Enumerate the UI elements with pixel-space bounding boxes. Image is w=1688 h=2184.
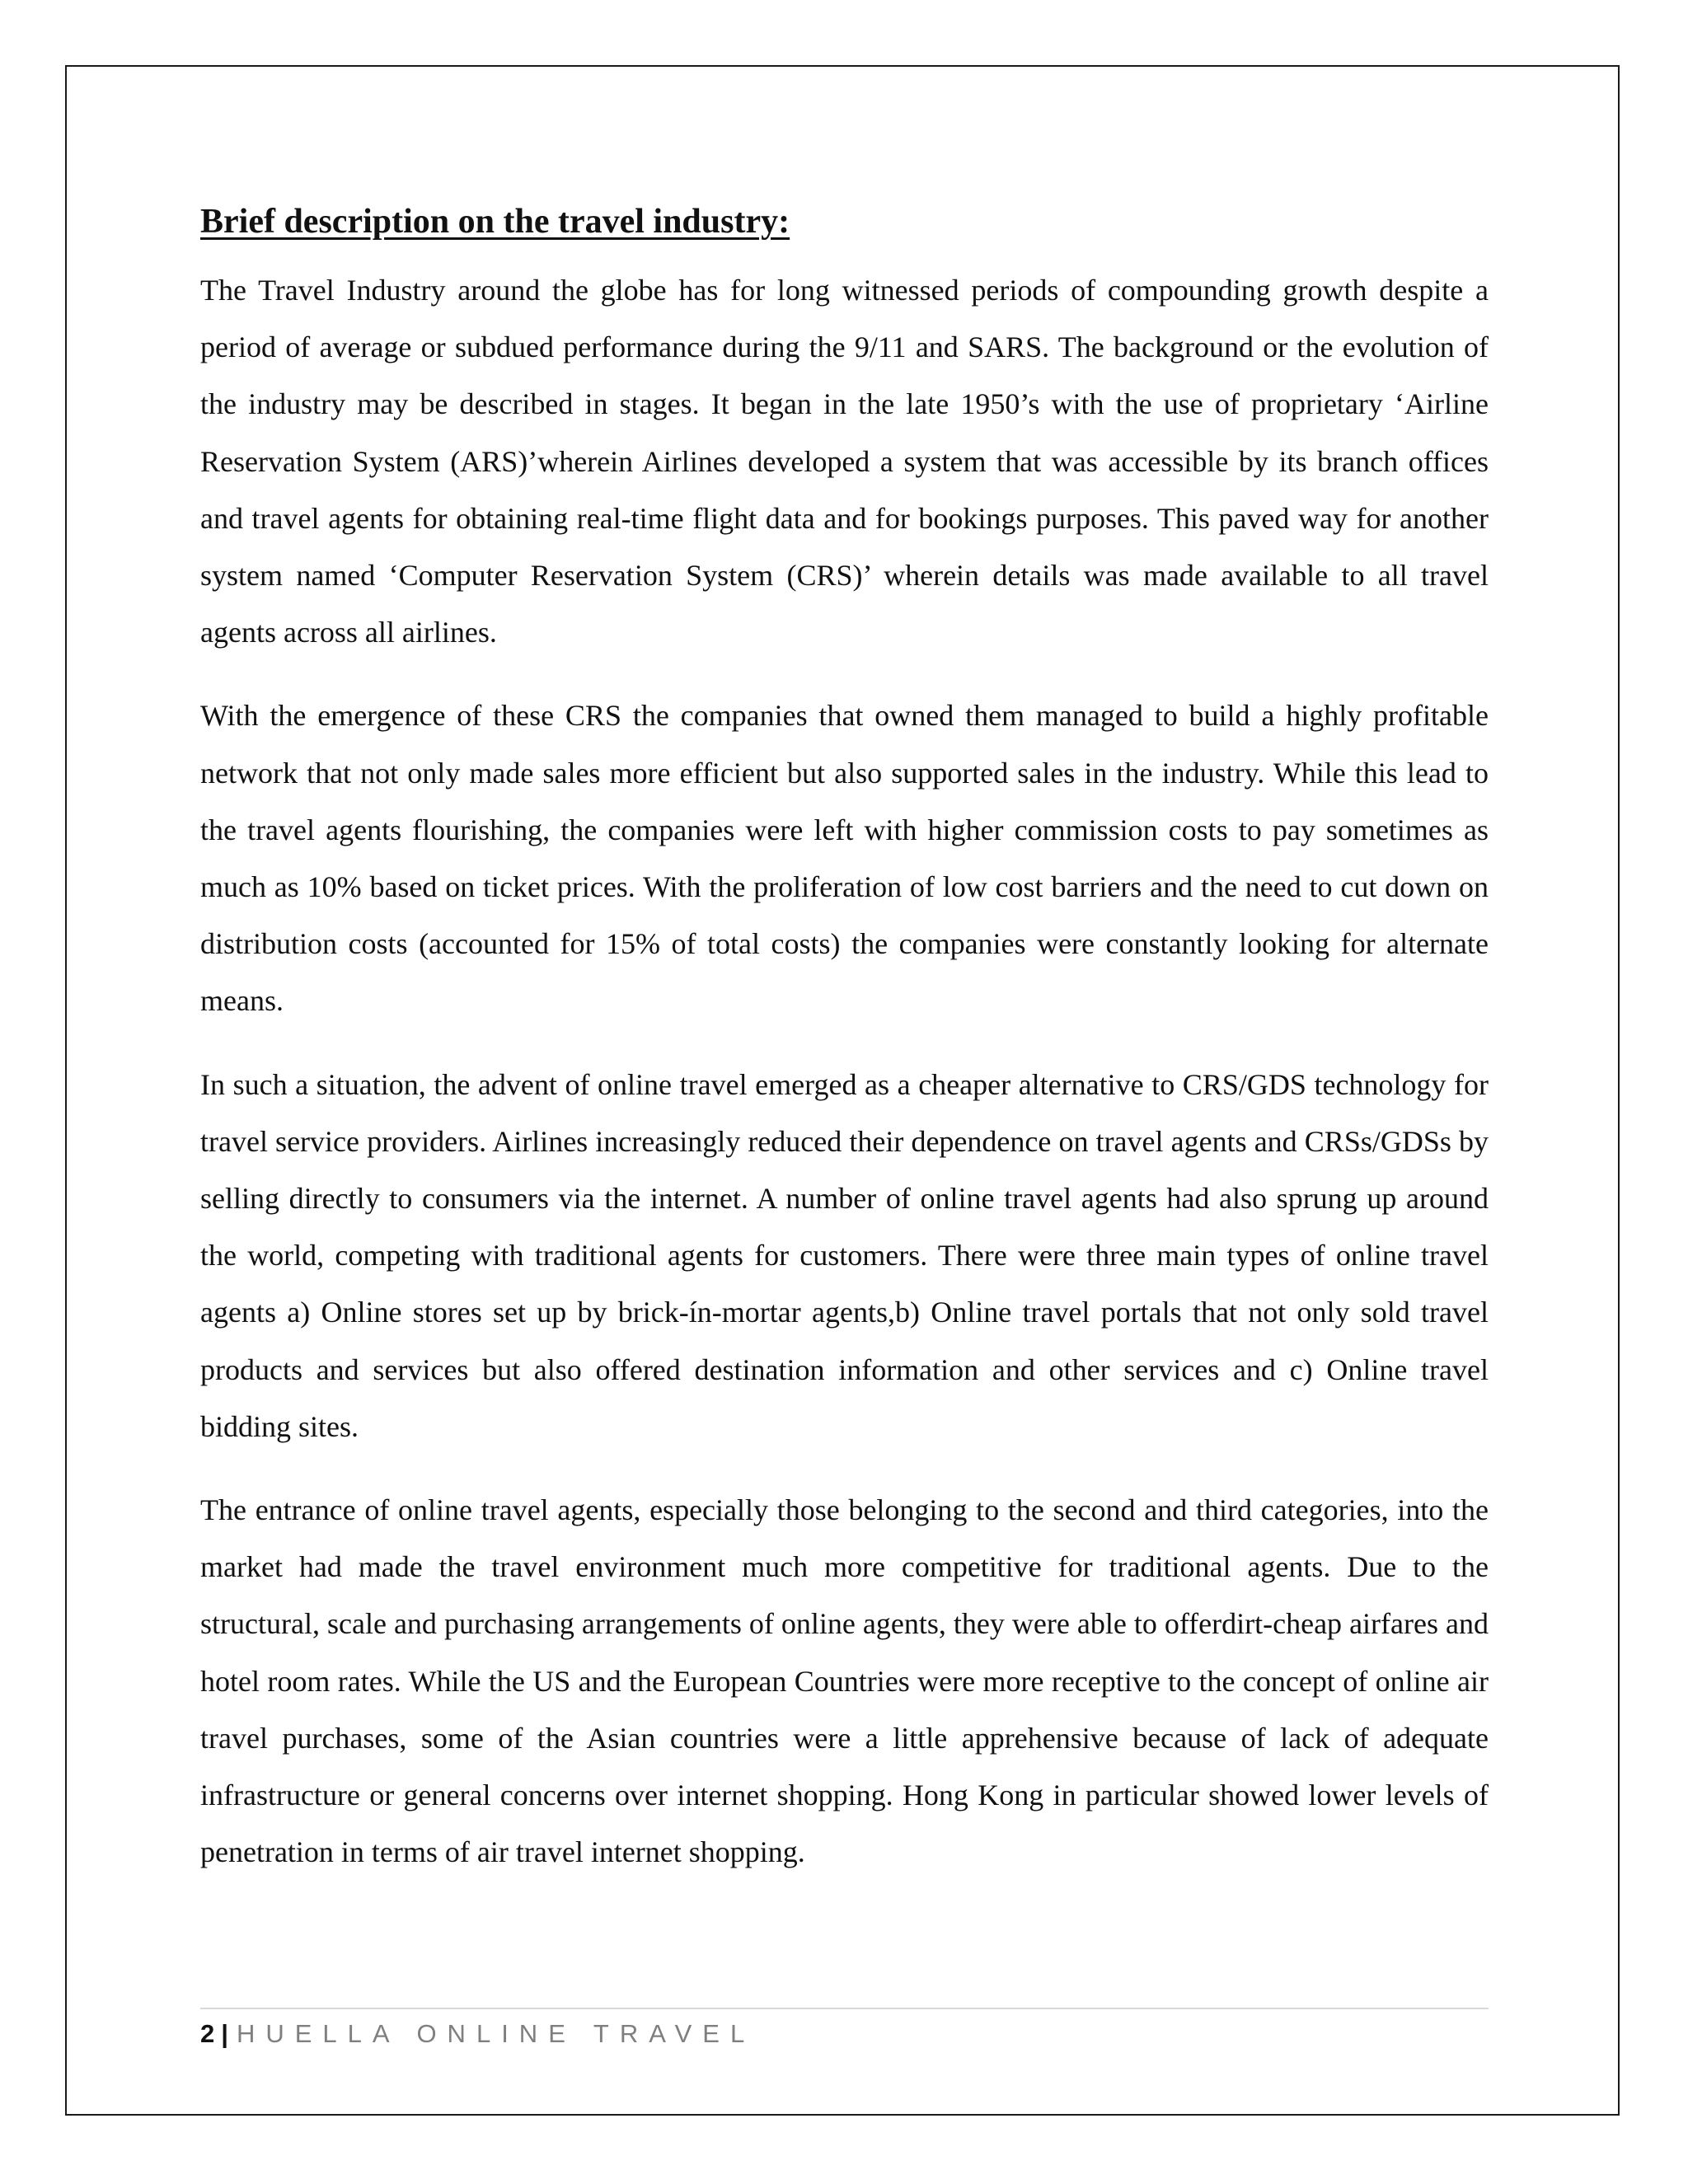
footer-separator: | (221, 2019, 228, 2048)
paragraph-4: The entrance of online travel agents, especially those belonging to the second and third categories, into the market had made the travel environment much more competitive for traditional agents. Due to the structural, scale and purchasing arrangements of online agents, they were able to offerdirt-cheap airfares and hotel room rates. While the US and the European Countries were more receptive to the concept of online air travel purchases, some of the Asian countries were a little apprehensive because of lack of adequate infrastructure or general concerns over internet shopping. Hong Kong in particular showed lower levels of penetration in terms of air travel internet shopping. (200, 1493, 1489, 1869)
section-heading: Brief description on the travel industry: (200, 203, 790, 241)
paragraph-3: In such a situation, the advent of online travel emerged as a cheaper alternative to CRS/GDS technology for travel service providers. Airlines increasingly reduced their dependence on travel agents and CRSs/GDSs by selling directly to consumers via the internet. A number of online travel agents had also sprung up around the world, competing with traditional agents for customers. There were three main types of online travel agents a) Online stores set up by brick-ín-mortar agents,b) Online travel portals that not only sold travel products and services but also offered destination information and other services and c) Online travel bidding sites. (200, 1067, 1489, 1443)
paragraph-2: With the emergence of these CRS the companies that owned them managed to build a highly profitable network that not only made sales more efficient but also supported sales in the industry. While this lead to the travel agents flourishing, the companies were left with higher commission costs to pay sometimes as much as 10% based on ticket prices. With the proliferation of low cost barriers and the need to cut down on distribution costs (accounted for 15% of total costs) the companies were constantly looking for alternate means. (200, 699, 1489, 1018)
footer-document-title: HUELLA ONLINE TRAVEL (236, 2019, 756, 2048)
paragraph-1: The Travel Industry around the globe has for long witnessed periods of compounding growth despite a period of average or subdued performance during the 9/11 and SARS. The background or the evolution of the industry may be described in stages. It began in the late 1950’s with the use of proprietary ‘Airline Reservation System (ARS)’wherein Airlines developed a system that was accessible by its branch offices and travel agents for obtaining real-time flight data and for bookings purposes. This paved way for another system named ‘Computer Reservation System (CRS)’ wherein details was made available to all travel agents across all airlines. (200, 274, 1489, 649)
document-body (200, 194, 1489, 1907)
page-number: 2 (200, 2019, 215, 2048)
page-footer (200, 2008, 1489, 2050)
